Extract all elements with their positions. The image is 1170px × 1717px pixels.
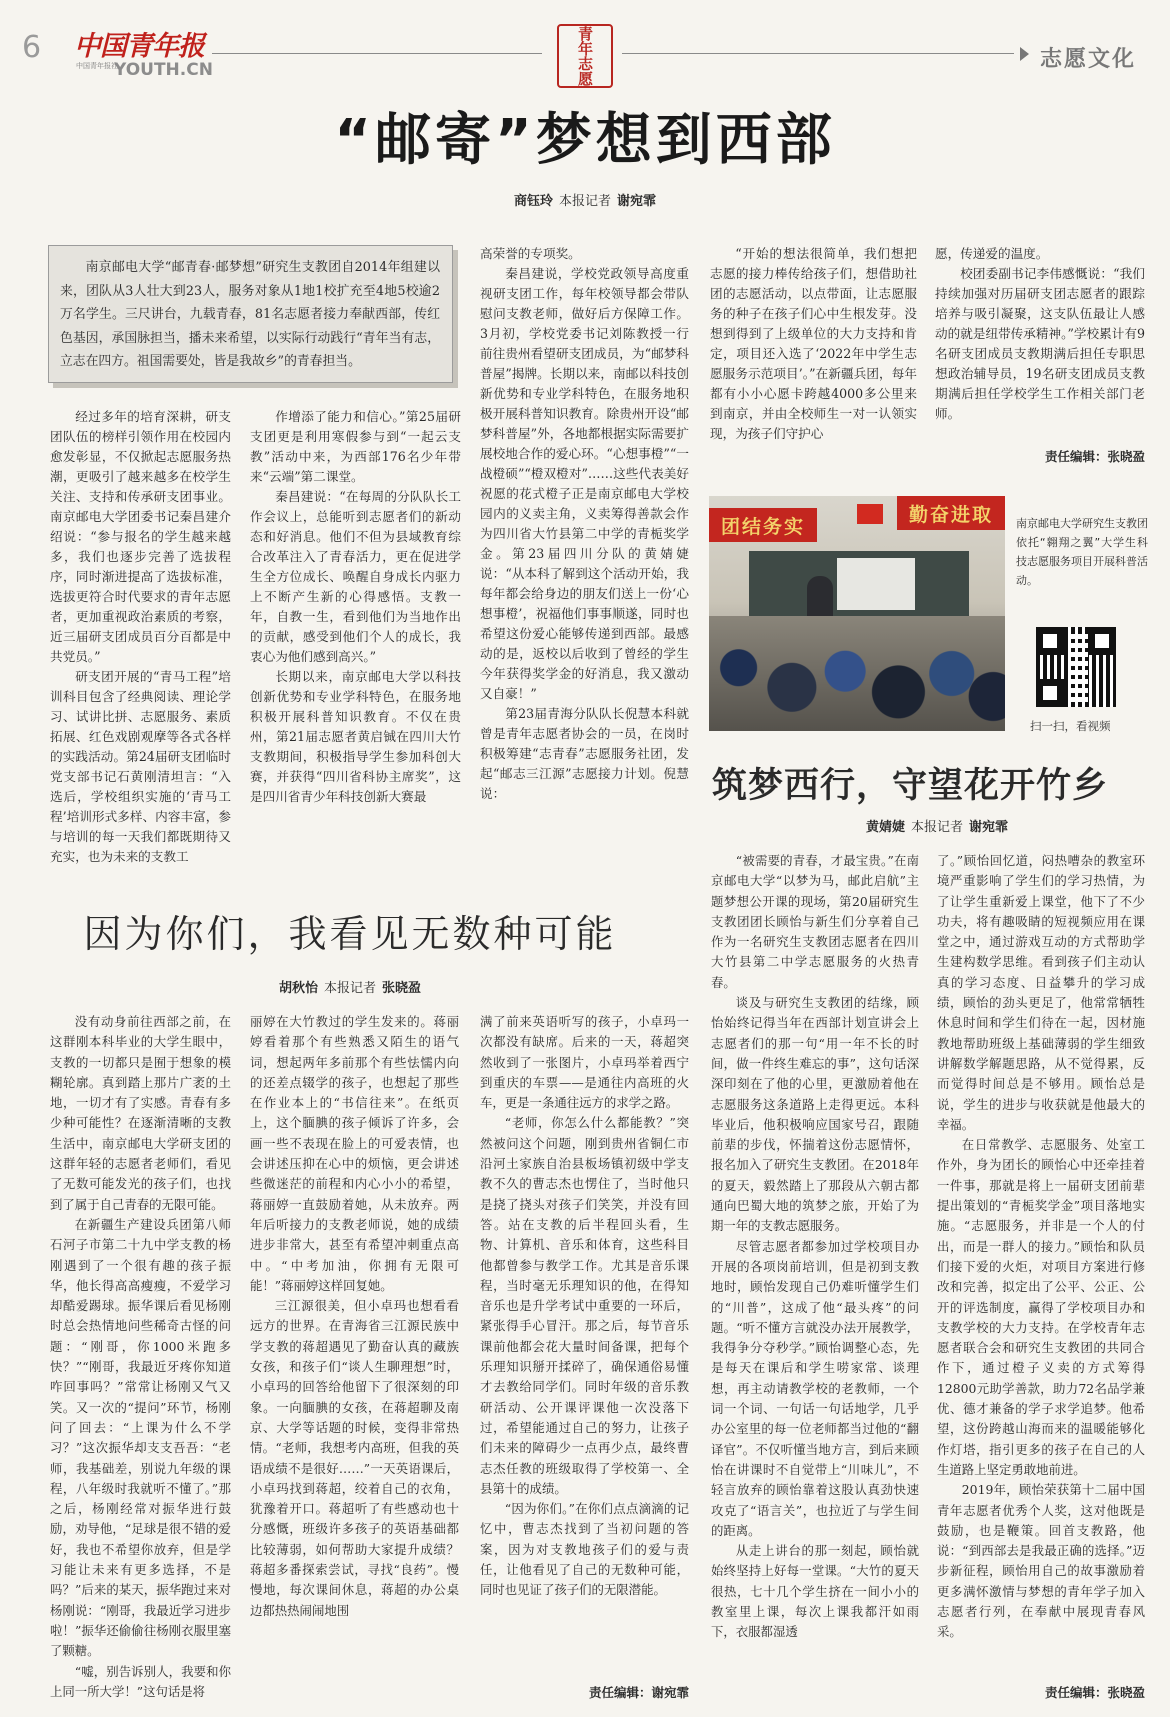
paragraph: “老师，你怎么什么都能教？”突然被问这个问题，刚到贵州省铜仁市沿河土家族自治县板场镇初级中学支教不久的曹志杰也愣住了，当时他只是挠了挠头对孩子们笑笑，并没有回答。站在支教的后半程回头看，生物、计算机、音乐和体育，这些科目他都曾参与教学工作。尤其是音乐课程，当时毫无乐理知识的他，在得知音乐也是升学考试中重要的一环后，紧张得手心冒汗。那之后，每节音乐课前他都会花大量时间备课，把每个乐理知识掰开揉碎了，确保通俗易懂才去教给同学们。同时年级的音乐教研活动、公开课评课他一次没落下过，希望能通过自己的努力，让孩子们未来的障碍少一点再少点，最终曹志杰任教的班级取得了学校第一、全县第十的成绩。 [480, 1115, 689, 1496]
header-arrow-icon [1020, 47, 1029, 61]
page-number: 6 [22, 30, 42, 65]
banner-left-text: 团结务实 [720, 515, 805, 538]
flag-icon [857, 504, 883, 524]
paragraph: 没有动身前往西部之前，在这群刚本科毕业的大学生眼中，支教的一切都只是囿于想象的模糊轮廓。真到踏上那片广袤的土地，一切才有了实感。青春有多少种可能性？在逐渐清晰的支教生活中，南京邮电大学研支团的这群年轻的志愿者老师们，看见了无数可能发光的孩子们，也找到了属于自己青春的无限可能。 [50, 1014, 231, 1212]
student-figures [709, 616, 1005, 731]
paragraph: 作增添了能力和信心。”第25届研支团更是利用寒假参与到“一起云支教”活动中来，为西部176名少年带来“云端”第二课堂。 [250, 409, 461, 484]
paragraph: 校团委副书记李伟感慨说：“我们持续加强对历届研支团志愿者的跟踪培养与吸引凝聚，这支队伍最让人感动的就是纽带传承精神。”学校累计有9名研支团成员支教期满后担任专职思想政治辅导员，19名研支团成员支教期满后担任学校学生工作相关部门老师。 [935, 266, 1145, 421]
article3-role: 本报记者 [910, 820, 963, 835]
paragraph: 了。”顾怡回忆道，闷热嘈杂的教室环境严重影响了学生们的学习热情，为了让学生重新爱上课堂，他下了不少功夫，将有趣吸睛的短视频应用在课堂之中，通过游戏互动的方式帮助学生建构数学思维。看到孩子们主动认真的学习态度、日益攀升的学习成绩，顾怡的劲头更足了，他常常牺牲休息时间和学生们待在一起，因材施教地帮助班级上基础薄弱的学生细致讲解数学解题思路，从不觉得累，反而觉得时间总是不够用。顾怡总是说，学生的进步与收获就是他最大的幸福。 [937, 853, 1145, 1132]
article2-author: 胡秋怡 [278, 981, 318, 996]
photo-banner-left [709, 508, 817, 542]
paragraph: 愿，传递爱的温度。 [935, 246, 1049, 261]
article1-column-4 [710, 244, 917, 464]
paragraph: “嘘，别告诉别人，我要和你上同一所大学！”这句话是将 [50, 1663, 231, 1699]
newspaper-logo: 中国青年报 [74, 31, 204, 62]
article2-title: 因为你们，我看见无数种可能 [83, 912, 617, 956]
paragraph: 秦昌建说：“在每周的分队队长工作会议上，总能听到志愿者们的新动态和好消息。他们不但为县域教育综合改革注入了青春活力，更在促进学生全方位成长、唤醒自身成长内驱力上不断产生新的心得感悟。支教一年，自教一生，看到他们为当地作出的贡献，感受到他们个人的成长，我衷心为他们感到高兴。” [250, 489, 461, 664]
paragraph: 尽管志愿者都参加过学校项目办开展的各项岗前培训，但是初到支教地时，顾怡发现自己仍难听懂学生们的“川普”，这成了他“最头疼”的问题。“听不懂方言就没办法开展教学，我得争分夺秒学。”顾怡调整心态，先是每天在课后和学生唠家常、谈理想，再主动请教学校的老教师，一个词一个词、一句话一句话地学，几乎办公室里的每一位老师都当过他的“翻译官”。不仅听懂当地方言，到后来顾怡在讲课时不自觉带上“川味儿”，不轻言放弃的顾怡靠着这股认真劲快速攻克了“语言关”，也拉近了与学生间的距离。 [711, 1238, 919, 1538]
paragraph: 第23届青海分队队长倪慧本科就曾是青年志愿者协会的一员，在岗时积极筹建“志青春”志愿服务社团，发起“邮志三江源”志愿接力计划。倪慧说： [480, 706, 689, 801]
paragraph: 经过多年的培育深耕，研支团队伍的榜样引领作用在校园内愈发彰显，不仅掀起志愿服务热潮，更吸引了越来越多在校学生关注、支持和传承研支团事业。南京邮电大学团委书记秦昌建介绍说：“参与报名的学生越来越多，我们也逐步完善了选拔程序，同时渐进提高了选拔标准，选拔更符合时代要求的青年志愿者，更加重视政治素质的考察，近三届研支团成员百分百都是中共党员。” [50, 409, 231, 664]
article1-column-5 [935, 244, 1145, 450]
paragraph: 在新疆生产建设兵团第八师石河子市第二十九中学支教的杨刚遇到了一个很有趣的孩子振华，他长得高高瘦瘦，不爱学习却酷爱踢球。振华课后看见杨刚时总会热情地问些稀奇古怪的问题：“刚哥，你1000米跑多快？”“刚哥，我最近牙疼你知道咋回事吗？”常常让杨刚又气又笑。又一次的“提问”环节，杨刚问了回去：“上课为什么不学习？”这次振华却支支吾吾：“老师，我基础差，别说九年级的课程，八年级时我就听不懂了。”那之后，杨刚经常对振华进行鼓励，劝导他，“足球是很不错的爱好，我也不希望你放弃，但是学习能让未来有更多选择，不是吗？”后来的某天，振华跑过来对杨刚说：“刚哥，我最近学习进步啦！”振华还偷偷往杨刚衣服里塞了颗糖。 [50, 1216, 231, 1659]
seal-emblem [557, 24, 613, 88]
article2-column-1 [50, 1012, 231, 1704]
article3-reporter: 谢宛霏 [969, 820, 1009, 835]
article1-reporter: 谢宛霏 [617, 194, 657, 209]
paragraph: “因为你们。”在你们点点滴滴的记忆中，曹志杰找到了当初问题的答案，因为对支教地孩子们的爱与责任，让他看见了自己的无数种可能，同时也见证了孩子们的无限潜能。 [480, 1501, 689, 1598]
photo-caption [1016, 514, 1148, 594]
site-label: YOUTH.CN [114, 60, 213, 80]
paragraph: 满了前来英语听写的孩子，小卓玛一次都没有缺席。后来的一天，蒋超突然收到了一张图片，小卓玛举着西宁到重庆的车票——是通往内高班的火车，更是一条通往远方的求学之路。 [480, 1014, 689, 1111]
article2-column-2 [250, 1012, 459, 1704]
article3-author: 黄婧婕 [865, 820, 905, 835]
logo-subtitle: 中国青年报社 [76, 62, 118, 70]
article2-role: 本报记者 [323, 981, 376, 996]
caption-text: 南京邮电大学研究生支教团依托“翱翔之翼”大学生科技志愿服务项目开展科普活动。 [1016, 517, 1148, 587]
article3-title: 筑梦西行，守望花开竹乡 [712, 766, 1109, 806]
article3-column-2 [937, 851, 1145, 1681]
article1-column-3 [480, 244, 689, 873]
article1-title: “邮寄”梦想到西部 [334, 108, 836, 173]
classroom-photo [709, 496, 1005, 731]
article3-editor: 责任编辑：张晓盈 [1044, 1685, 1145, 1700]
article1-editor: 责任编辑：张晓盈 [1044, 449, 1145, 464]
paragraph: “被需要的青春，才最宝贵。”在南京邮电大学“以梦为马，邮此启航”主题梦想公开课的现场，第20届研究生支教团团长顾怡与新生们分享着自己作为一名研究生支教团志愿者在四川大竹县第二中学志愿服务的火热青春。 [711, 853, 919, 990]
banner-right-text: 勤奋进取 [908, 503, 993, 526]
paragraph: 2019年，顾怡荣获第十二届中国青年志愿者优秀个人奖，这对他既是鼓励，也是鞭策。回首支教路，他说：“到西部去是我最正确的选择。”迈步新征程，顾怡用自己的故事激励着更多满怀激情与梦想的青年学子加入志愿者行列，在奉献中展现青春风采。 [937, 1482, 1145, 1640]
header-rule-right [622, 53, 1014, 54]
article2-editor: 责任编辑：谢宛霏 [588, 1685, 689, 1700]
article3-column-1 [711, 851, 919, 1704]
seal-text: 青年志愿 [576, 26, 594, 86]
article1-role: 本报记者 [558, 194, 611, 209]
qr-caption: 扫一扫，看视频 [1030, 719, 1111, 733]
article2-reporter: 张晓盈 [382, 981, 422, 996]
article2-column-3 [480, 1012, 689, 1680]
article1-column-1 [50, 407, 231, 873]
paragraph: 从走上讲台的那一刻起，顾怡就始终坚持上好每一堂课。“大竹的夏天很热，七十几个学生挤在一间小小的教室里上课，每次上课我都汗如雨下，衣服都湿透 [711, 1543, 919, 1640]
paragraph: 丽婷在大竹教过的学生发来的。蒋丽婷看着那个有些熟悉又陌生的语气词，想起两年多前那个有些怯懦内向的还差点辍学的孩子，也想起了那些在作业本上的“书信往来”。在纸页上，这个腼腆的孩子倾诉了许多，会画一些不表现在脸上的可爱表情，也会讲述压抑在心中的烦恼，更会讲述些微迷茫的前程和内心小小的希望，蒋丽婷一直鼓励着她，从未放弃。两年后听接力的支教老师说，她的成绩进步非常大，甚至有希望冲刺重点高中。“中考加油，你拥有无限可能！”蒋丽婷这样回复她。 [250, 1014, 459, 1293]
paragraph: 研支团开展的“青马工程”培训科目包含了经典阅读、理论学习、试讲比拼、志愿服务、素质拓展、红色戏剧观摩等各式各样的实践活动。第24届研支团临时党支部书记石黄刚清坦言：“入选后，学校组织实施的‘青马工程’培训形式多样、内容丰富，参与培训的每一天我们都既期待又充实，也为未来的支教工 [50, 669, 231, 864]
article1-column-2 [250, 407, 461, 873]
paragraph: 长期以来，南京邮电大学以科技创新优势和专业学科特色，在服务地积极开展科普知识教育。不仅在贵州，第21届志愿者黄启铖在四川大竹支教期间，积极指导学生参加科创大赛，并获得“四川省科协主席奖”，这是四川省青少年科技创新大赛最 [250, 669, 461, 804]
section-label: 志愿文化 [1040, 47, 1137, 72]
paragraph: 谈及与研究生支教团的结缘，顾怡始终记得当年在西部计划宣讲会上志愿者们的那一句“用一年不长的时间，做一件终生难忘的事”，这句话深深印刻在了他的心里，更激励着他在志愿服务这条道路上走得更远。本科毕业后，他积极响应国家号召，跟随前辈的步伐，怀揣着这份志愿情怀，报名加入了研究生支教团。在2018年的夏天，毅然踏上了那段从六朝古都通向巴蜀大地的筑梦之旅，开始了为期一年的支教志愿服务。 [711, 995, 919, 1234]
article1-summary [60, 256, 440, 376]
article2-byline [0, 977, 700, 996]
article3-byline [712, 816, 1162, 835]
article1-summary-text: 南京邮电大学“邮青春·邮梦想”研究生支教团自2014年组建以来，团队从3人壮大到23人，服务对象从1地1校扩充至4地5校逾2万名学生。三尺讲台，九载青春，81名志愿者接力奉献西部，传红色基因，承国脉担当，播未来希望，以实际行动践行“青年当有志，立志在四方。祖国需要处，皆是我故乡”的青春担当。 [60, 260, 440, 369]
qr-code-pattern [1068, 632, 1088, 702]
paragraph: 在日常教学、志愿服务、处室工作外，身为团长的顾怡心中还牵挂着一件事，那就是将上一届研支团前辈提出策划的“青栀奖学金”项目落地实施。“志愿服务，并非是一个人的付出，而是一群人的接力。”顾怡和队员们接下爱的火炬，对项目方案进行修改和完善，拟定出了公平、公正、公开的评选制度，赢得了学校项目办和支教学校的大力支持。在学校青年志愿者联合会和研究生支教团的共同合作下，通过橙子义卖的方式筹得12800元助学善款，助力72名品学兼优、德才兼备的学子求学追梦。他希望，这份跨越山海而来的温暖能够化作灯塔，指引更多的孩子在自己的人生道路上坚定勇敢地前进。 [937, 1137, 1145, 1477]
photo-banner-right [897, 496, 1005, 530]
article1-author: 商钰玲 [513, 194, 553, 209]
header-rule-left [212, 53, 542, 54]
screen [837, 558, 915, 610]
paragraph: 三江源很美，但小卓玛也想看看远方的世界。在青海省三江源民族中学支教的蒋超遇见了勤奋认真的藏族女孩，和孩子们“谈人生聊理想”时，小卓玛的回答给他留下了很深刻的印象。一向腼腆的女孩，在蒋超聊及南京、大学等话题的时候，变得非常热情。“老师，我想考内高班，但我的英语成绩不是很好……”一天英语课后，小卓玛找到蒋超，绞着自己的衣角，犹豫着开口。蒋超听了有些感动也十分感慨，班级许多孩子的英语基础都比较薄弱，如何帮助大家提升成绩？蒋超多番探索尝试，寻找“良药”。慢慢地，每次课间休息，蒋超的办公桌边都热热闹闹地围 [250, 1298, 459, 1618]
paragraph: 高荣誉的专项奖。 [480, 246, 581, 261]
paragraph: “开始的想法很简单，我们想把志愿的接力棒传给孩子们，想借助社团的志愿活动，以点带面，让志愿服务的种子在孩子们心中生根发芽。没想到得到了上级单位的大力支持和肯定，项目还入选了‘2022年中学生志愿服务示范项目’。”在新疆兵团，每年都有小小心愿卡跨越4000多公里来到南京，并由全校师生一对一认领实现，为孩子们守护心 [710, 246, 917, 441]
paragraph: 秦昌建说，学校党政领导高度重视研支团工作，每年校领导都会带队慰问支教老师，做好后方保障工作。3月初，学校党委书记刘陈教授一行前往贵州看望研支团成员，为“邮梦科普屋”揭牌。长期以来，南邮以科技创新优势和专业学科特色，在服务地积极开展科普知识教育。除贵州开设“邮梦科普屋”外，各地都根据实际需要扩展校地合作的爱心环。“心想事橙”“一战橙硕”“橙双橙对”……这些代表美好祝愿的花式橙子正是南京邮电大学校园内的义卖主角，义卖筹得善款会作为四川省大竹县第二中学的青栀奖学金。第23届四川分队的黄婧婕说：“从本科了解到这个活动开始，我每年都会给身边的朋友们送上一份‘心想事橙’，祝福他们事事顺遂，同时也希望这份爱心能够传递到西部。最感动的是，返校以后收到了曾经的学生今年获得奖学金的好消息，我又激动又自豪！” [480, 266, 689, 701]
article1-byline [0, 190, 1170, 209]
